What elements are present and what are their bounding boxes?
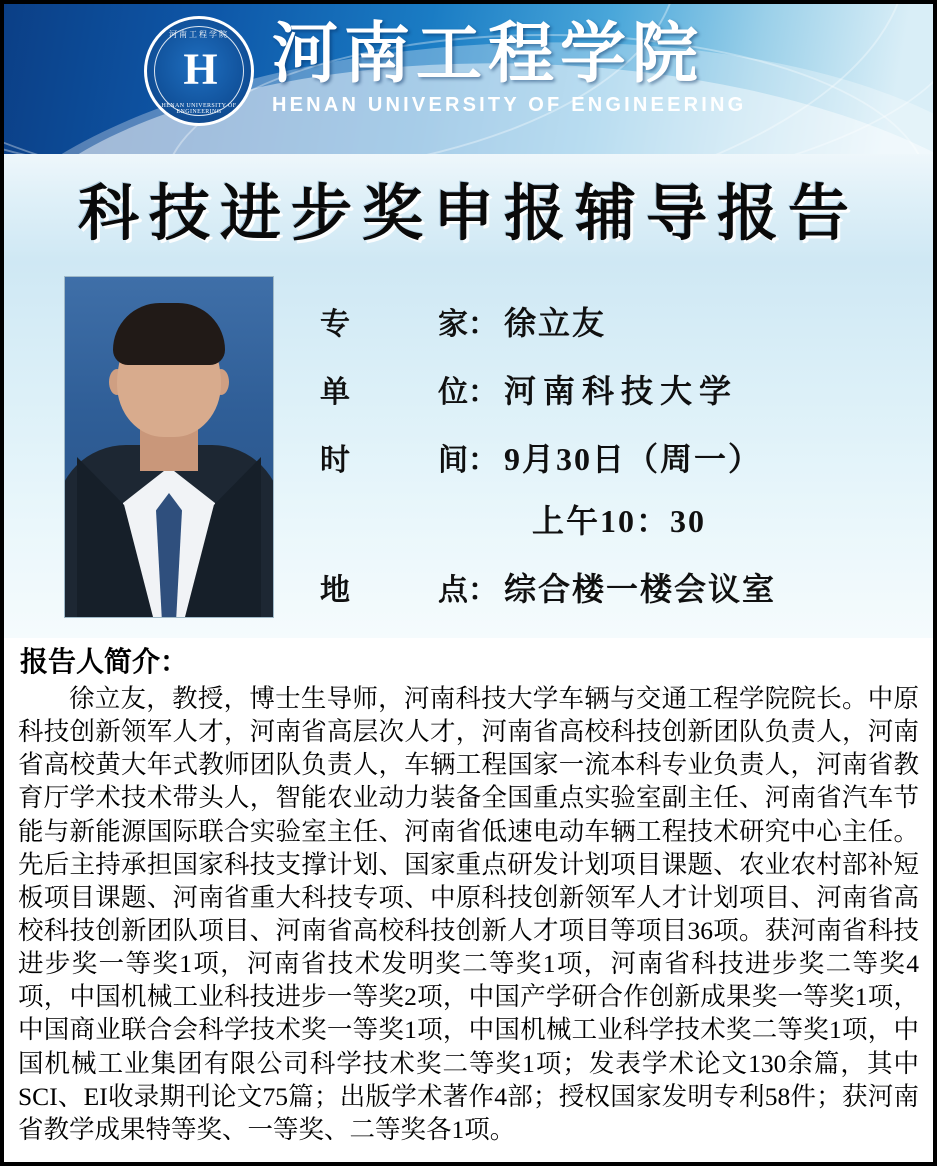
title-area — [4, 154, 933, 262]
info-row-place — [320, 564, 933, 610]
school-name-cn: 河南工程学院 — [272, 18, 704, 91]
info-label-char: 间 — [438, 444, 468, 477]
info-value-place: 综合楼一楼会议室 — [504, 571, 777, 607]
info-colon: ： — [468, 376, 498, 409]
info-colon: ： — [468, 574, 498, 607]
page-title: 科技进步奖申报辅导报告 — [77, 180, 859, 248]
info-colon: ： — [468, 444, 498, 477]
bio-section — [4, 638, 933, 1156]
info-label-char: 时 — [320, 444, 350, 477]
info-label-char: 单 — [320, 376, 350, 409]
info-value-expert: 徐立友 — [504, 305, 607, 341]
crest-bottom-text: HENAN UNIVERSITY OF ENGINEERING — [161, 103, 237, 115]
info-value-time: 9月30日（周一） — [504, 441, 763, 477]
school-name-en: HENAN UNIVERSITY OF ENGINEERING — [272, 93, 747, 116]
info-label-char: 位 — [438, 376, 468, 409]
info-label-char: 专 — [320, 308, 350, 341]
info-row-time-second-line — [532, 496, 933, 542]
info-label-affiliation — [320, 367, 468, 411]
info-list — [320, 298, 933, 632]
info-row-affiliation — [320, 366, 933, 412]
crest-top-text: 河南工程学院 — [169, 30, 229, 39]
info-colon: ： — [468, 308, 498, 341]
header-banner — [4, 4, 933, 154]
info-label-char: 家 — [438, 308, 468, 341]
info-label-expert — [320, 299, 468, 343]
info-section — [4, 262, 933, 638]
info-label-char: 点 — [438, 574, 468, 607]
info-value-time-second: 上午10：30 — [532, 503, 707, 539]
bio-heading: 报告人简介： — [20, 647, 189, 678]
info-row-expert — [320, 298, 933, 344]
info-label-time — [320, 435, 468, 479]
bio-text: 徐立友，教授，博士生导师，河南科技大学车辆与交通工程学院院长。中原科技创新领军人才，河南省高层次人才，河南省高校科技创新团队负责人，河南省高校黄大年式教师团队负责人，车辆工程国家一流本科专业负责人，河南省教育厅学术技术带头人，智能农业动力装备全国重点实验室副主任、河南省汽车节能与新能源国际联合实验室主任、河南省低速电动车辆工程技术研究中心主任。先后主持承担国家科技支撑计划、国家重点研发计划项目课题、农业农村部补短板项目课题、河南省重大科技专项、中原科技创新领军人才计划项目、河南省高校科技创新团队项目、河南省高校科技创新人才项目等项目36项。获河南省科技进步奖一等奖1项，河南省技术发明奖二等奖1项，河南省科技进步奖二等奖4项，中国机械工业科技进步一等奖2项，中国产学研合作创新成果奖一等奖1项，中国商业联合会科学技术奖一等奖1项，中国机械工业科学技术奖二等奖1项，中国机械工业集团有限公司科学技术奖二等奖1项；发表学术论文130余篇，其中SCI、EI收录期刊论文75篇；出版学术著作4部；授权国家发明专利58件；获河南省教学成果特等奖、一等奖、二等奖各1项。 — [18, 684, 919, 1144]
info-row-time — [320, 434, 933, 480]
university-logo — [144, 12, 746, 126]
info-label-place — [320, 565, 468, 609]
university-crest-icon — [144, 16, 254, 126]
info-value-affiliation: 河南科技大学 — [504, 373, 739, 409]
crest-letter-mark: H — [183, 44, 215, 94]
photo-hair-decor — [113, 303, 225, 365]
info-label-char: 地 — [320, 574, 350, 607]
school-name-block — [272, 18, 746, 117]
speaker-photo — [64, 276, 274, 618]
